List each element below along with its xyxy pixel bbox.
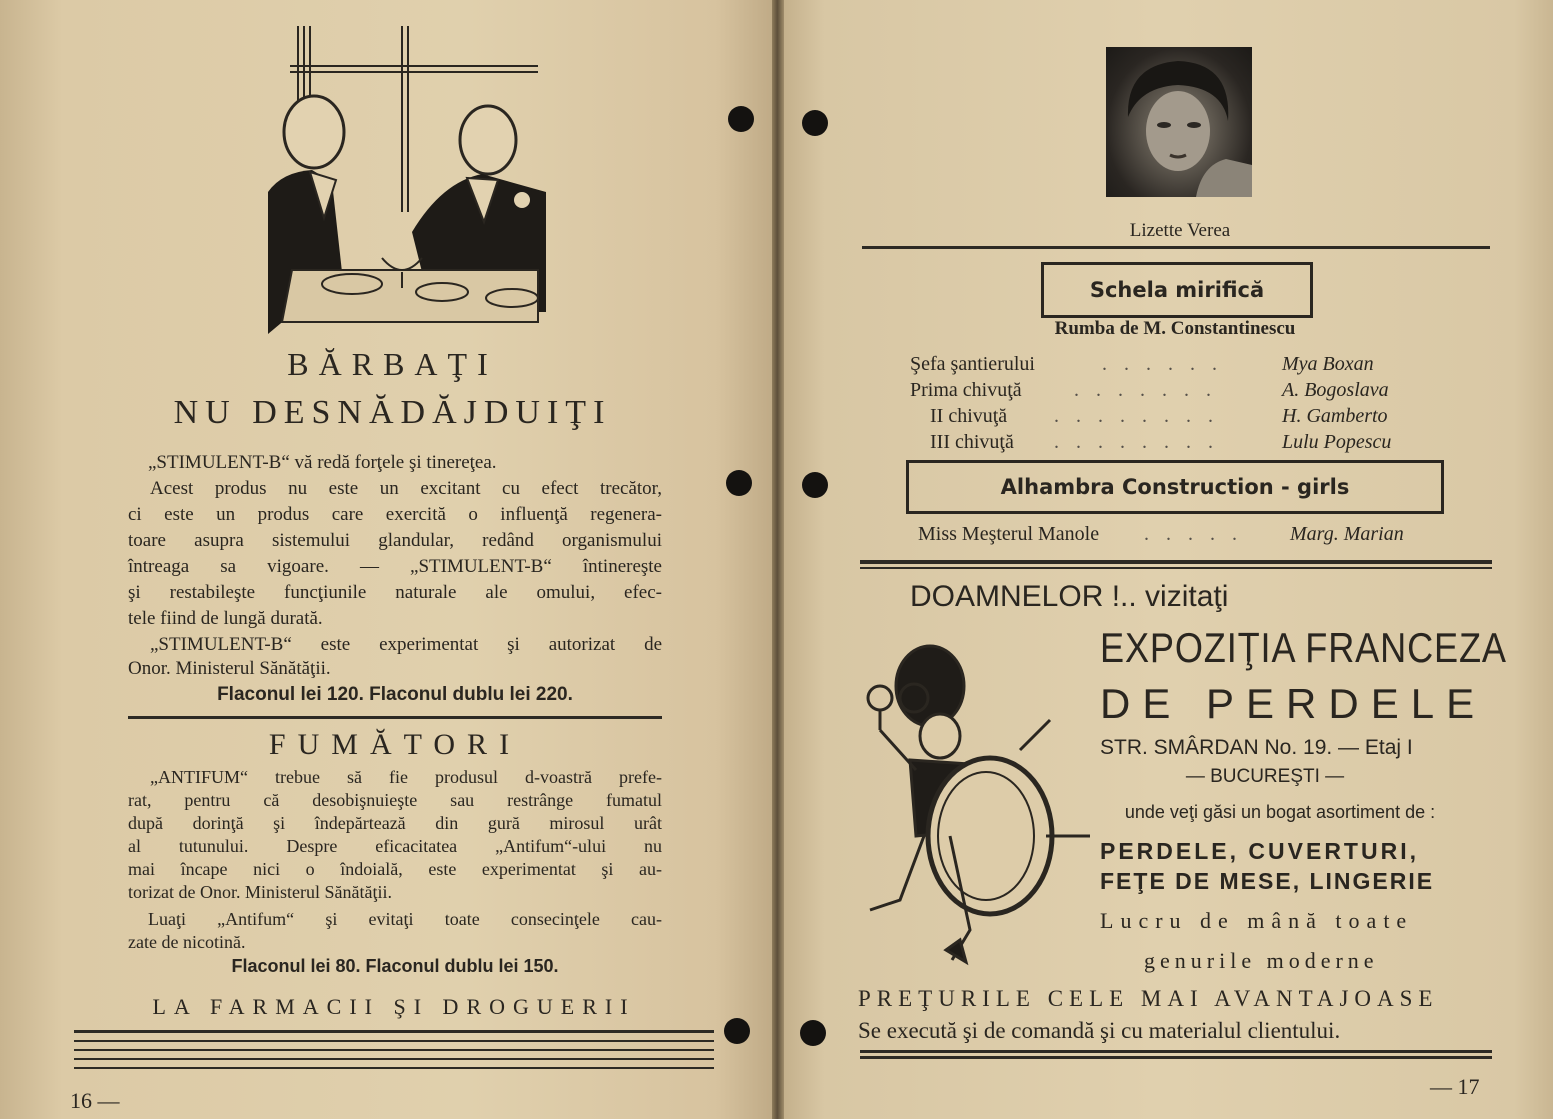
ad-prices: PREŢURILE CELE MAI AVANTAJOASE bbox=[858, 986, 1439, 1011]
binding-hole bbox=[802, 110, 828, 136]
rule-line bbox=[74, 1058, 714, 1060]
binding-hole bbox=[726, 470, 752, 496]
cast-row bbox=[930, 405, 1430, 431]
portrait-drawing bbox=[1106, 47, 1252, 197]
rule-line bbox=[74, 1030, 714, 1033]
ad-headline-barbati: BĂRBAŢI bbox=[287, 346, 498, 382]
role-name: II chivuţă bbox=[930, 405, 1008, 427]
photo-caption: Lizette Verea bbox=[1129, 220, 1231, 241]
page-number-right: — 17 bbox=[1430, 1074, 1480, 1099]
scene-title-box: Alhambra Construction - girls bbox=[906, 460, 1444, 514]
ad-handmade-line2: genurile moderne bbox=[1144, 948, 1379, 973]
body-line: mai încape nici o îndoială, este experimentat şi au- bbox=[128, 859, 662, 879]
divider-rule bbox=[860, 567, 1492, 569]
role-name: III chivuţă bbox=[930, 431, 1014, 453]
ad-lead-doamnelor: DOAMNELOR !.. vizitaţi bbox=[910, 580, 1229, 613]
ad-products-line2: FEŢE DE MESE, LINGERIE bbox=[1100, 868, 1435, 894]
body-line: „STIMULENT-B“ este experimentat şi autorizat de bbox=[150, 634, 662, 655]
ad-intro: unde veţi găsi un bogat asortiment de : bbox=[1124, 802, 1436, 822]
binding-hole bbox=[728, 106, 754, 132]
scene-title-box: Schela mirifică bbox=[1041, 262, 1313, 318]
body-line: rat, pentru că desobişnuieşte sau restrânge fumatul bbox=[128, 790, 662, 810]
body-line: ci este un produs care exercită o influenţă regenera- bbox=[128, 504, 662, 525]
binding-hole bbox=[802, 472, 828, 498]
cast-row bbox=[910, 353, 1430, 379]
actor-name: A. Bogoslava bbox=[1282, 379, 1389, 401]
binding-hole bbox=[800, 1020, 826, 1046]
divider-rule bbox=[860, 1050, 1492, 1053]
book-spine bbox=[772, 0, 784, 1119]
body-line: Onor. Ministerul Sănătăţii. bbox=[128, 658, 331, 679]
ad-address: STR. SMÂRDAN No. 19. — Etaj I bbox=[1100, 736, 1413, 759]
body-line: tele fiind de lungă durată. bbox=[128, 608, 323, 629]
cast-row bbox=[918, 523, 1458, 549]
ad-custom-orders: Se execută şi de comandă şi cu materialul clientului. bbox=[858, 1018, 1341, 1043]
ad-products-line1: PERDELE, CUVERTURI, bbox=[1100, 838, 1419, 864]
ad-title-de-perdele: DE PERDELE bbox=[1100, 680, 1487, 727]
body-line: „STIMULENT-B“ vă redă forţele şi tinereţea. bbox=[148, 452, 497, 473]
cast-row bbox=[910, 379, 1430, 405]
actor-name: Lulu Popescu bbox=[1282, 431, 1392, 453]
actor-name: Marg. Marian bbox=[1290, 523, 1404, 545]
gentlemen-dining-illustration bbox=[262, 22, 547, 334]
ad-headline-nu-desnadajduiti: NU DESNĂDĂJDUIŢI bbox=[173, 394, 612, 431]
stimulent-price: Flaconul lei 120. Flaconul dublu lei 220. bbox=[217, 684, 573, 705]
body-line: Luaţi „Antifum“ şi evitaţi toate consecinţele cau- bbox=[148, 909, 662, 929]
body-line: zate de nicotină. bbox=[128, 932, 246, 952]
role-name: Miss Meşterul Manole bbox=[918, 523, 1100, 545]
body-line: torizat de Onor. Ministerul Sănătăţii. bbox=[128, 882, 392, 902]
ad-handmade-line1: Lucru de mână toate bbox=[1100, 908, 1414, 933]
divider-rule bbox=[128, 716, 662, 719]
body-line: toare asupra sistemului glandular, redând organismului bbox=[128, 530, 662, 551]
rule-line bbox=[74, 1049, 714, 1051]
ad-title-expozitia: EXPOZIŢIA FRANCEZA bbox=[1100, 624, 1507, 671]
divider-rule bbox=[860, 1056, 1492, 1059]
body-line: Acest produs nu este un excitant cu efect trecător, bbox=[150, 478, 662, 499]
body-line: după dorinţă şi îndepărtează din gură mirosul urât bbox=[128, 813, 662, 833]
body-line: întreaga sa vigoare. — „STIMULENT-B“ întinereşte bbox=[128, 556, 662, 577]
actor-name: Mya Boxan bbox=[1282, 353, 1374, 375]
role-name: Şefa şantierului bbox=[910, 353, 1035, 375]
actor-name: H. Gamberto bbox=[1282, 405, 1388, 427]
body-line: „ANTIFUM“ trebue să fie produsul d-voastră prefe- bbox=[150, 767, 662, 787]
divider-rule bbox=[860, 560, 1492, 564]
ad-headline-fumatori: FUMĂTORI bbox=[268, 728, 522, 761]
divider-rule bbox=[862, 246, 1490, 249]
dot-leader: . . . . . bbox=[1144, 523, 1243, 545]
body-line: al tutunului. Despre eficacitatea „Antifum“-ului nu bbox=[128, 836, 662, 856]
dot-leader: . . . . . . bbox=[1102, 353, 1223, 375]
right-page bbox=[778, 0, 1553, 1119]
dot-leader: . . . . . . . bbox=[1074, 379, 1217, 401]
dot-leader: . . . . . . . . bbox=[1054, 431, 1219, 453]
cast-row bbox=[930, 431, 1430, 457]
binding-hole bbox=[724, 1018, 750, 1044]
portrait-photo bbox=[1106, 47, 1252, 197]
body-line: şi restabileşte funcţiunile naturale ale omului, efec- bbox=[128, 582, 662, 603]
ad-city: — BUCUREŞTI — bbox=[1185, 766, 1345, 787]
dot-leader: . . . . . . . . bbox=[1054, 405, 1219, 427]
rule-line bbox=[74, 1067, 714, 1069]
antifum-price: Flaconul lei 80. Flaconul dublu lei 150. bbox=[231, 956, 559, 976]
rule-line bbox=[74, 1040, 714, 1042]
scene-subtitle: Rumba de M. Constantinescu bbox=[1054, 318, 1296, 339]
drummer-illustration bbox=[860, 640, 1100, 976]
role-name: Prima chivuţă bbox=[910, 379, 1022, 401]
ad-footer-farmacii: LA FARMACII ŞI DROGUERII bbox=[152, 994, 636, 1019]
page-number-left: 16 — bbox=[70, 1088, 120, 1113]
